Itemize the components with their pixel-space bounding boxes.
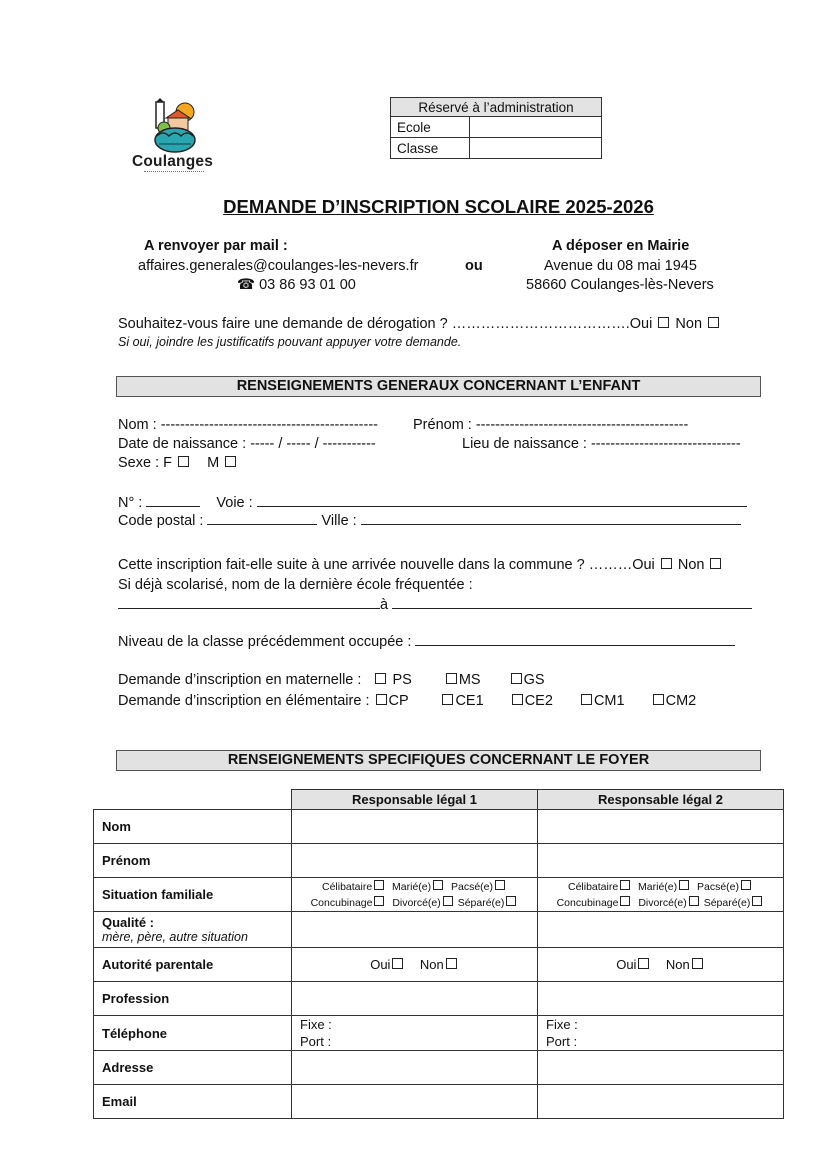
- admin-classe-field[interactable]: [470, 138, 602, 159]
- maternelle-ps-label: PS: [392, 672, 412, 688]
- logo-text: Coulanges: [132, 153, 214, 170]
- table-row-profession: [94, 982, 784, 1016]
- derogation-note: Si oui, joindre les justificatifs pouvant appuyer votre demande.: [118, 335, 462, 349]
- r2-autorite-no-checkbox[interactable]: [692, 958, 703, 969]
- row-label-telephone: Téléphone: [94, 1016, 292, 1051]
- admin-ecole-field[interactable]: [470, 117, 602, 138]
- profession-responsable-1-field[interactable]: [292, 982, 538, 1016]
- foyer-table: [93, 789, 784, 1119]
- profession-responsable-2-field[interactable]: [538, 982, 784, 1016]
- table-row-telephone: [94, 1016, 784, 1051]
- prenom-responsable-1-field[interactable]: [292, 844, 538, 878]
- contact-phone: 03 86 93 01 00: [259, 277, 356, 293]
- r1-fixe-label: Fixe :: [300, 1017, 332, 1032]
- qualite-responsable-1-field[interactable]: [292, 912, 538, 948]
- contact-email[interactable]: affaires.generales@coulanges-les-nevers.fr: [138, 258, 419, 274]
- maternelle-gs-label: GS: [523, 672, 545, 688]
- r2-pacse-checkbox[interactable]: [741, 880, 751, 890]
- sexe-m-label: M: [207, 455, 220, 471]
- maternelle-label: Demande d’inscription en maternelle :: [118, 672, 362, 688]
- r2-divorce-checkbox[interactable]: [689, 896, 699, 906]
- mail-heading: A renvoyer par mail :: [144, 238, 288, 254]
- arrival-yes-label: Oui: [632, 557, 655, 573]
- row-label-autorite: Autorité parentale: [94, 948, 292, 982]
- table-row-autorite: [94, 948, 784, 982]
- r2-autorite-yes-label: Oui: [616, 957, 637, 972]
- arrival-no-label: Non: [677, 557, 705, 573]
- email-responsable-2-field[interactable]: [538, 1085, 784, 1119]
- r1-pacse-label: Pacsé(e): [450, 880, 493, 893]
- r2-concubinage-label: Concubinage: [556, 896, 619, 909]
- previous-school-a-label: à: [380, 597, 389, 613]
- r1-port-label: Port :: [300, 1034, 332, 1049]
- r1-autorite-no-label: Non: [419, 957, 444, 972]
- logo-subtitle: [144, 171, 204, 175]
- mairie-address-line2: 58660 Coulanges-lès-Nevers: [526, 277, 714, 293]
- r2-concubinage-checkbox[interactable]: [620, 896, 630, 906]
- voie-label: Voie :: [216, 495, 253, 511]
- table-row-situation: [94, 878, 784, 912]
- elementaire-cm2-checkbox[interactable]: [653, 694, 664, 705]
- row-label-qualite: [94, 912, 292, 948]
- row-label-prenom: Prénom: [94, 844, 292, 878]
- r2-marie-label: Marié(e): [638, 880, 678, 893]
- r1-separe-label: Séparé(e): [457, 896, 505, 909]
- admin-ecole-label: Ecole: [391, 117, 470, 138]
- section-header-child: RENSEIGNEMENTS GENERAUX CONCERNANT L’ENFANT: [116, 376, 761, 397]
- prenom-responsable-2-field[interactable]: [538, 844, 784, 878]
- maternelle-ms-checkbox[interactable]: [446, 673, 457, 684]
- r2-autorite-yes-checkbox[interactable]: [638, 958, 649, 969]
- previous-school-city-input[interactable]: [392, 596, 752, 609]
- admin-reserved-table: [390, 97, 602, 159]
- r2-celibataire-checkbox[interactable]: [620, 880, 630, 890]
- r2-fixe-label: Fixe :: [546, 1017, 578, 1032]
- child-nom-field[interactable]: Nom : ---------------------------------------------: [118, 417, 378, 433]
- elementaire-ce2-label: CE2: [524, 693, 553, 709]
- r2-separe-checkbox[interactable]: [752, 896, 762, 906]
- niveau-label: Niveau de la classe précédemment occupée :: [118, 634, 412, 650]
- derogation-yes-label: Oui: [629, 316, 653, 332]
- r2-pacse-label: Pacsé(e): [696, 880, 739, 893]
- r2-autorite-no-label: Non: [665, 957, 690, 972]
- arrival-no-checkbox[interactable]: [710, 558, 721, 569]
- r1-celibataire-label: Célibataire: [322, 880, 373, 893]
- derogation-question-text: Souhaitez-vous faire une demande de dérogation ? ……………………………….: [118, 316, 630, 332]
- r1-divorce-label: Divorcé(e): [392, 896, 441, 909]
- child-birthplace-field[interactable]: Lieu de naissance : -------------------------------: [462, 436, 741, 452]
- code-postal-input[interactable]: [207, 512, 317, 525]
- previous-school-label: Si déjà scolarisé, nom de la dernière école fréquentée :: [118, 577, 473, 593]
- r1-concubinage-label: Concubinage: [310, 896, 373, 909]
- r1-concubinage-checkbox[interactable]: [374, 896, 384, 906]
- row-label-nom: Nom: [94, 810, 292, 844]
- row-label-situation: Situation familiale: [94, 878, 292, 912]
- ville-input[interactable]: [361, 512, 741, 525]
- qualite-hint: mère, père, autre situation: [102, 930, 248, 944]
- telephone-responsable-1-field[interactable]: [292, 1016, 538, 1051]
- email-responsable-1-field[interactable]: [292, 1085, 538, 1119]
- code-postal-label: Code postal :: [118, 513, 204, 529]
- maternelle-gs-checkbox[interactable]: [511, 673, 522, 684]
- child-birthdate-field[interactable]: Date de naissance : ----- / ----- / -----------: [118, 436, 376, 452]
- situation-responsable-1-options: [292, 878, 538, 912]
- elementaire-label: Demande d’inscription en élémentaire :: [118, 693, 370, 709]
- mairie-address-line1: Avenue du 08 mai 1945: [544, 258, 697, 274]
- r1-celibataire-checkbox[interactable]: [374, 880, 384, 890]
- column-header-responsable-1: Responsable légal 1: [292, 790, 538, 810]
- qualite-responsable-2-field[interactable]: [538, 912, 784, 948]
- table-row-nom: [94, 810, 784, 844]
- section-header-foyer: RENSEIGNEMENTS SPECIFIQUES CONCERNANT LE FOYER: [116, 750, 761, 771]
- r2-separe-label: Séparé(e): [703, 896, 751, 909]
- row-label-email: Email: [94, 1085, 292, 1119]
- qualite-label: Qualité :: [102, 915, 155, 930]
- sexe-m-checkbox[interactable]: [225, 456, 236, 467]
- r1-autorite-no-checkbox[interactable]: [446, 958, 457, 969]
- r2-marie-checkbox[interactable]: [679, 880, 689, 890]
- table-corner: [94, 790, 292, 810]
- arrival-question-text: Cette inscription fait-elle suite à une arrivée nouvelle dans la commune ? ………: [118, 557, 633, 573]
- elementaire-ce1-checkbox[interactable]: [442, 694, 453, 705]
- elementaire-ce1-label: CE1: [455, 693, 484, 709]
- situation-responsable-2-options: [538, 878, 784, 912]
- numero-label: N° :: [118, 495, 143, 511]
- nom-responsable-2-field[interactable]: [538, 810, 784, 844]
- previous-school-name-input[interactable]: [118, 596, 380, 609]
- derogation-yes-checkbox[interactable]: [658, 317, 669, 328]
- r2-port-label: Port :: [546, 1034, 578, 1049]
- coulanges-logo: [130, 98, 220, 176]
- town-emblem-icon: [130, 98, 220, 156]
- table-row-email: [94, 1085, 784, 1119]
- r1-autorite-yes-label: Oui: [370, 957, 391, 972]
- table-row-qualite: [94, 912, 784, 948]
- mairie-heading: A déposer en Mairie: [552, 238, 690, 254]
- arrival-yes-checkbox[interactable]: [661, 558, 672, 569]
- phone-icon: ☎: [237, 277, 256, 293]
- adresse-responsable-1-field[interactable]: [292, 1051, 538, 1085]
- r1-pacse-checkbox[interactable]: [495, 880, 505, 890]
- sexe-f-checkbox[interactable]: [178, 456, 189, 467]
- page-title: DEMANDE D’INSCRIPTION SCOLAIRE 2025-2026: [223, 196, 654, 217]
- admin-classe-label: Classe: [391, 138, 470, 159]
- derogation-question: [118, 316, 721, 332]
- maternelle-ms-label: MS: [458, 672, 481, 688]
- sexe-label: Sexe : F: [118, 455, 172, 471]
- r1-marie-checkbox[interactable]: [433, 880, 443, 890]
- row-label-adresse: Adresse: [94, 1051, 292, 1085]
- table-row-prenom: [94, 844, 784, 878]
- ville-label: Ville :: [321, 513, 357, 529]
- autorite-responsable-2-options: [538, 948, 784, 982]
- r1-marie-label: Marié(e): [392, 880, 432, 893]
- niveau-input[interactable]: [415, 633, 735, 646]
- r2-celibataire-label: Célibataire: [568, 880, 619, 893]
- elementaire-ce2-checkbox[interactable]: [512, 694, 523, 705]
- adresse-responsable-2-field[interactable]: [538, 1051, 784, 1085]
- elementaire-cp-checkbox[interactable]: [376, 694, 387, 705]
- telephone-responsable-2-field[interactable]: [538, 1016, 784, 1051]
- r1-autorite-yes-checkbox[interactable]: [392, 958, 403, 969]
- voie-input[interactable]: [257, 494, 747, 507]
- elementaire-cm1-label: CM1: [593, 693, 625, 709]
- elementaire-cm1-checkbox[interactable]: [581, 694, 592, 705]
- row-label-profession: Profession: [94, 982, 292, 1016]
- autorite-responsable-1-options: [292, 948, 538, 982]
- column-header-responsable-2: Responsable légal 2: [538, 790, 784, 810]
- derogation-no-label: Non: [675, 316, 703, 332]
- numero-input[interactable]: [146, 494, 200, 507]
- child-prenom-field[interactable]: Prénom : --------------------------------------------: [413, 417, 689, 433]
- nom-responsable-1-field[interactable]: [292, 810, 538, 844]
- r1-separe-checkbox[interactable]: [506, 896, 516, 906]
- maternelle-ps-checkbox[interactable]: [375, 673, 386, 684]
- or-label: ou: [465, 258, 483, 274]
- elementaire-cp-label: CP: [388, 693, 409, 709]
- r1-divorce-checkbox[interactable]: [443, 896, 453, 906]
- admin-header: Réservé à l’administration: [391, 98, 602, 117]
- table-row-adresse: [94, 1051, 784, 1085]
- elementaire-cm2-label: CM2: [665, 693, 697, 709]
- r2-divorce-label: Divorcé(e): [638, 896, 687, 909]
- derogation-no-checkbox[interactable]: [708, 317, 719, 328]
